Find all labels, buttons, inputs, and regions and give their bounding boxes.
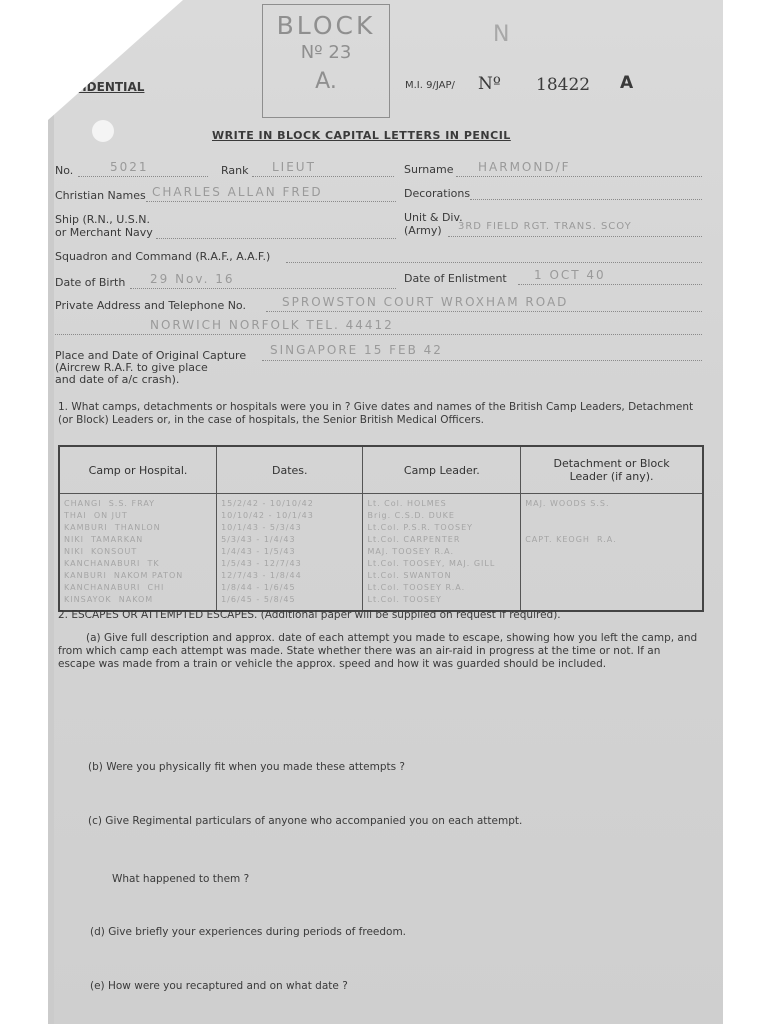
question-2b: (b) Were you physically fit when you made these attempts ? xyxy=(88,761,405,773)
question-2a-line-1: (a) Give full description and approx. date of each attempt you made to escape, showing how you left the camp, and xyxy=(86,632,698,644)
rank-label: Rank xyxy=(221,164,249,177)
rank-value: LIEUT xyxy=(272,160,316,174)
squadron-label: Squadron and Command (R.A.F., A.A.F.) xyxy=(55,250,271,263)
table-row xyxy=(59,494,703,612)
decorations-label: Decorations xyxy=(404,187,471,200)
question-2a-line-2: from which camp each attempt was made. State whether there was an air-raid in progress at the time or not. If an xyxy=(58,645,661,657)
page-edge-shadow xyxy=(48,100,54,1024)
instruction-heading: WRITE IN BLOCK CAPITAL LETTERS IN PENCIL xyxy=(212,129,511,142)
address-line-2 xyxy=(55,334,702,335)
question-1-line-2: (or Block) Leaders or, in the case of hospitals, the Senior British Medical Officers. xyxy=(58,414,485,426)
folded-corner xyxy=(48,0,183,120)
christian-names-line xyxy=(146,201,396,202)
stamp-line-1: BLOCK xyxy=(276,11,376,40)
no-value: 5021 xyxy=(110,160,149,174)
capture-label-1: Place and Date of Original Capture xyxy=(55,349,247,362)
question-2d: (d) Give briefly your experiences during periods of freedom. xyxy=(90,926,407,938)
camps-column-entries: CHANGI S.S. FRAY THAI ON JUT KAMBURI THANLON NIKI TAMARKAN NIKI KONSOUT KANCHANABURI TK KANBURI NAKOM PATON KANCHANABURI CHI KINSAYOK NAKOM xyxy=(64,499,184,604)
capture-value: SINGAPORE 15 FEB 42 xyxy=(270,343,443,357)
unit-line xyxy=(448,236,702,237)
no-label: No. xyxy=(55,164,74,177)
question-2c-sub: What happened to them ? xyxy=(112,873,250,885)
christian-names-label: Christian Names xyxy=(55,189,146,202)
question-2c: (c) Give Regimental particulars of anyone who accompanied you on each attempt. xyxy=(88,815,523,827)
ship-label-2: or Merchant Navy xyxy=(55,226,153,239)
stamp-line-2: Nº 23 xyxy=(300,42,352,63)
surname-value: HARMOND/F xyxy=(478,160,571,174)
ship-line xyxy=(156,238,396,239)
surname-line xyxy=(456,176,702,177)
dob-line xyxy=(130,288,396,289)
address-line-1 xyxy=(266,311,702,312)
squadron-line xyxy=(286,262,702,263)
block-stamp xyxy=(262,4,390,118)
decorations-line xyxy=(470,199,702,200)
question-2a-line-3: escape was made from a train or vehicle the approx. speed and how it was guarded should be included. xyxy=(58,658,607,670)
capture-label-2: (Aircrew R.A.F. to give place xyxy=(55,361,208,374)
rank-line xyxy=(252,176,394,177)
dob-value: 29 Nov. 16 xyxy=(150,272,235,286)
serial-number: 18422 xyxy=(536,75,591,95)
column-header-detachment-leader: Detachment or Block Leader (if any). xyxy=(521,446,703,494)
address-value-2: NORWICH NORFOLK TEL. 44412 xyxy=(150,318,394,332)
stamp-line-3: A. xyxy=(315,69,337,94)
unit-value: 3RD FIELD RGT. TRANS. SCOY xyxy=(458,221,632,232)
address-label: Private Address and Telephone No. xyxy=(55,299,246,312)
surname-label: Surname xyxy=(404,163,454,176)
address-value-1: SPROWSTON COURT WROXHAM ROAD xyxy=(282,295,569,309)
column-header-dates: Dates. xyxy=(217,446,363,494)
dob-label: Date of Birth xyxy=(55,276,126,289)
dates-column-entries: 15/2/42 - 10/10/42 10/10/42 - 10/1/43 10/1/43 - 5/3/43 5/3/43 - 1/4/43 1/4/43 - 1/5/43 1/5/43 - 12/7/43 12/7/43 - 1/8/44 1/8/44 - 1/6/45 1/6/45 - 5/8/45 xyxy=(221,499,314,604)
camps-table xyxy=(58,445,704,612)
form-reference: M.I. 9/JAP/ xyxy=(405,80,455,91)
question-2e: (e) How were you recaptured and on what date ? xyxy=(90,980,348,992)
enlistment-value: 1 OCT 40 xyxy=(534,268,606,282)
corner-pencil-mark: N xyxy=(493,22,510,47)
question-2-title: 2. ESCAPES OR ATTEMPTED ESCAPES. (Additional paper will be supplied on request if required). xyxy=(58,609,561,621)
capture-line xyxy=(262,360,702,361)
tag-hole xyxy=(92,120,114,142)
number-symbol: Nº xyxy=(478,74,501,94)
serial-suffix: A xyxy=(620,73,634,93)
camp-leader-column-entries: Lt. Col. HOLMES Brig. C.S.D. DUKE Lt.Col. P.S.R. TOOSEY Lt.Col. CARPENTER MAJ. TOOSEY R.A. Lt.Col. TOOSEY, MAJ. GILL Lt.Col. SWANTON Lt.Col. TOOSEY R.A. Lt.Col. TOOSEY xyxy=(367,499,496,604)
christian-names-value: CHARLES ALLAN FRED xyxy=(152,185,323,199)
unit-label-2: (Army) xyxy=(404,224,442,237)
enlistment-line xyxy=(518,284,702,285)
ship-label-1: Ship (R.N., U.S.N. xyxy=(55,213,150,226)
table-header-row xyxy=(59,446,703,494)
enlistment-label: Date of Enlistment xyxy=(404,272,507,285)
question-1-line-1: 1. What camps, detachments or hospitals were you in ? Give dates and names of the British Camp Leaders, Detachment xyxy=(58,401,694,413)
unit-label-1: Unit & Div. xyxy=(404,211,463,224)
confidential-label: FIDENTIAL xyxy=(74,80,145,94)
column-header-camp: Camp or Hospital. xyxy=(59,446,217,494)
no-line xyxy=(78,176,208,177)
detachment-column-entries: MAJ. WOODS S.S. CAPT. KEOGH R.A. xyxy=(525,499,617,544)
capture-label-3: and date of a/c crash). xyxy=(55,373,180,386)
column-header-camp-leader: Camp Leader. xyxy=(363,446,521,494)
